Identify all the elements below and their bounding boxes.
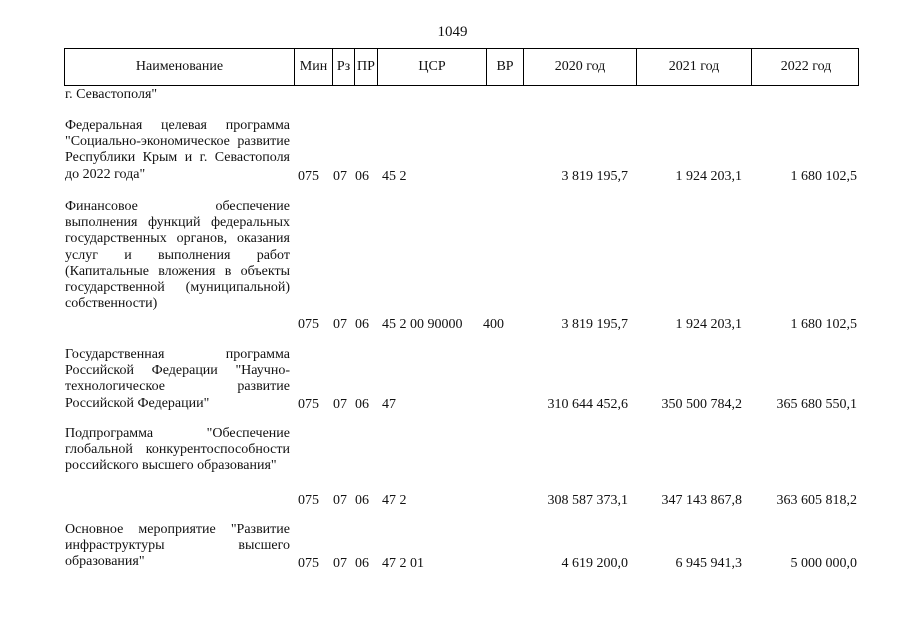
row-2022: 5 000 000,0 [790,556,857,571]
header-name: Наименование [135,59,224,74]
row-csr: 47 2 [382,493,407,508]
continued-row-text: г. Севастополя" [65,87,158,102]
row-rz: 07 [333,317,347,332]
row-rz: 07 [333,493,347,508]
table-row [65,199,860,331]
header-2020: 2020 год [523,49,636,85]
row-name: Федеральная целевая программа "Социально-экономическое развитие Республики Крым и г. Севастополя до 2022 года" [65,118,290,182]
row-min: 075 [298,556,319,571]
header-pr: ПР [354,49,377,85]
row-name: Государственная программа Российской Федерации "Научно-технологическое развитие Российской Федерации" [65,347,290,411]
row-2022: 1 680 102,5 [790,169,857,184]
table-row [65,522,860,570]
row-2021: 6 945 941,3 [675,556,742,571]
row-2021: 1 924 203,1 [675,169,742,184]
row-2020: 4 619 200,0 [561,556,628,571]
row-vr: 400 [483,317,504,332]
table-row [65,347,860,411]
header-2021: 2021 год [636,49,751,85]
row-pr: 06 [355,397,369,412]
row-min: 075 [298,169,319,184]
row-2021: 1 924 203,1 [675,317,742,332]
row-min: 075 [298,317,319,332]
row-pr: 06 [355,317,369,332]
table-row [65,118,860,182]
row-min: 075 [298,397,319,412]
row-csr: 45 2 00 90000 [382,317,463,332]
row-2021: 350 500 784,2 [661,397,742,412]
page-number: 1049 [437,24,468,40]
row-2022: 365 680 550,1 [776,397,857,412]
row-rz: 07 [333,397,347,412]
row-name: Финансовое обеспечение выполнения функций федеральных государственных органов, оказания услуг и выполнения работ (Капитальные вложения в объекты государственной (муниципальной) собственности) [65,199,290,312]
row-csr: 45 2 [382,169,407,184]
row-rz: 07 [333,556,347,571]
header-2022: 2022 год [751,49,860,85]
row-2020: 3 819 195,7 [561,317,628,332]
row-2020: 308 587 373,1 [547,493,628,508]
table-row [65,426,860,508]
row-name: Подпрограмма "Обеспечение глобальной конкурентоспособности российского высшего образования" [65,426,290,474]
row-name: Основное мероприятие "Развитие инфраструктуры высшего образования" [65,522,290,570]
header-rz: Рз [332,49,354,85]
row-2021: 347 143 867,8 [661,493,742,508]
header-csr: ЦСР [377,49,486,85]
header-min: Мин [294,49,332,85]
row-pr: 06 [355,556,369,571]
row-pr: 06 [355,493,369,508]
row-2020: 310 644 452,6 [547,397,628,412]
row-csr: 47 [382,397,396,412]
row-2022: 363 605 818,2 [776,493,857,508]
table-header [64,48,859,86]
header-vr: ВР [486,49,523,85]
row-rz: 07 [333,169,347,184]
row-2022: 1 680 102,5 [790,317,857,332]
row-csr: 47 2 01 [382,556,424,571]
row-2020: 3 819 195,7 [561,169,628,184]
row-pr: 06 [355,169,369,184]
row-min: 075 [298,493,319,508]
